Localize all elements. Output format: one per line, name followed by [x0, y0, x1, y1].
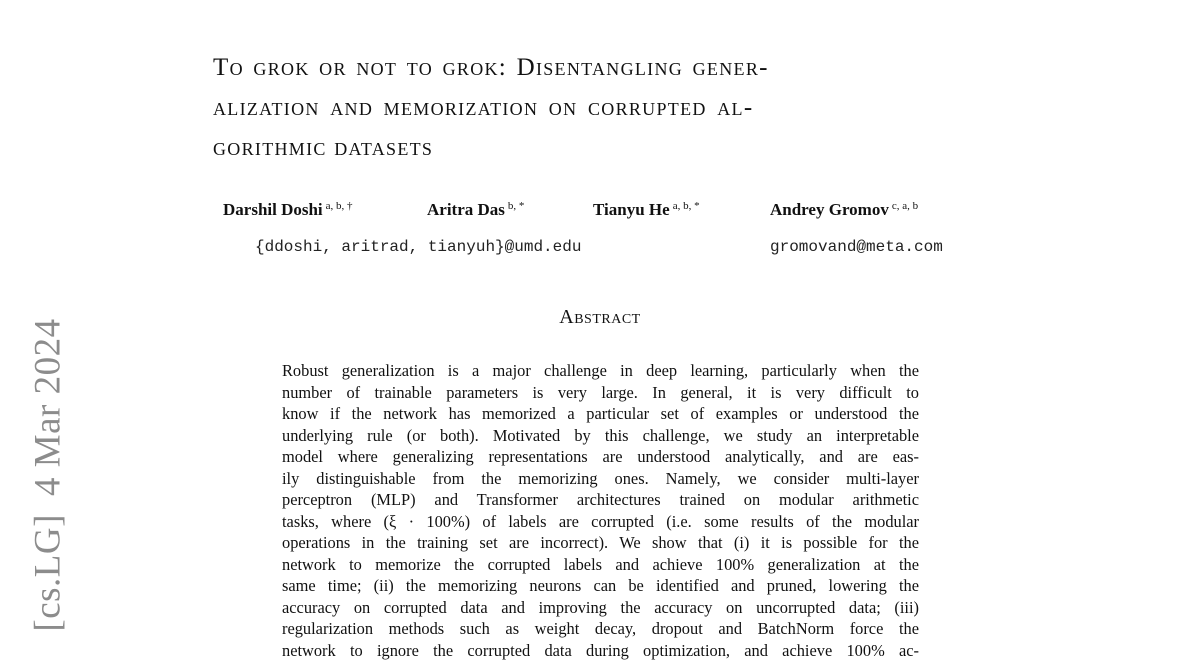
abstract-line: perceptron (MLP) and Transformer architectures trained on modular arithmetic	[282, 489, 919, 511]
abstract-line: accuracy on corrupted data and improving the accuracy on uncorrupted data; (iii)	[282, 597, 919, 619]
paper-title	[213, 48, 1003, 168]
author-doshi	[223, 200, 353, 220]
title-line-3: gorithmic datasets	[213, 128, 1003, 168]
author-affiliation: b, *	[508, 200, 525, 212]
abstract-line: regularization methods such as weight decay, dropout and BatchNorm force the	[282, 618, 919, 640]
email-umd[interactable]: {ddoshi, aritrad, tianyuh}@umd.edu	[255, 238, 581, 256]
abstract-line: ily distinguishable from the memorizing ones. Namely, we consider multi-layer	[282, 468, 919, 490]
author-das	[427, 200, 524, 220]
abstract-line: know if the network has memorized a particular set of examples or understood the	[282, 403, 919, 425]
abstract-line: network to ignore the corrupted data during optimization, and achieve 100% ac-	[282, 640, 919, 661]
abstract-body	[282, 360, 919, 661]
author-name: Andrey Gromov	[770, 200, 889, 219]
title-line-2: alization and memorization on corrupted al-	[213, 88, 1003, 128]
author-gromov	[770, 200, 918, 220]
author-affiliation: a, b, *	[673, 200, 700, 212]
email-meta[interactable]: gromovand@meta.com	[770, 238, 943, 256]
author-he	[593, 200, 700, 220]
arxiv-date: 4 Mar 2024	[28, 318, 69, 496]
abstract-line: same time; (ii) the memorizing neurons can be identified and pruned, lowering the	[282, 575, 919, 597]
author-list	[0, 200, 1200, 224]
abstract-line: model where generalizing representations are understood analytically, and are eas-	[282, 446, 919, 468]
title-line-1: To grok or not to grok: Disentangling gener-	[213, 48, 1003, 88]
abstract-line: network to memorize the corrupted labels and achieve 100% generalization at the	[282, 554, 919, 576]
abstract-line: underlying rule (or both). Motivated by this challenge, we study an interpretable	[282, 425, 919, 447]
abstract-line: tasks, where (ξ · 100%) of labels are corrupted (i.e. some results of the modular	[282, 511, 919, 533]
author-affiliation: c, a, b	[892, 200, 918, 212]
arxiv-category: [cs.LG]	[28, 514, 69, 632]
abstract-heading: Abstract	[0, 306, 1200, 329]
author-name: Darshil Doshi	[223, 200, 323, 219]
author-name: Aritra Das	[427, 200, 505, 219]
arxiv-sidebar-stamp	[27, 318, 70, 631]
author-affiliation: a, b, †	[326, 200, 353, 212]
abstract-line: operations in the training set are incorrect). We show that (i) it is possible for the	[282, 532, 919, 554]
abstract-line: Robust generalization is a major challenge in deep learning, particularly when the	[282, 360, 919, 382]
author-name: Tianyu He	[593, 200, 670, 219]
email-list	[0, 238, 1200, 260]
abstract-line: number of trainable parameters is very large. In general, it is very difficult to	[282, 382, 919, 404]
